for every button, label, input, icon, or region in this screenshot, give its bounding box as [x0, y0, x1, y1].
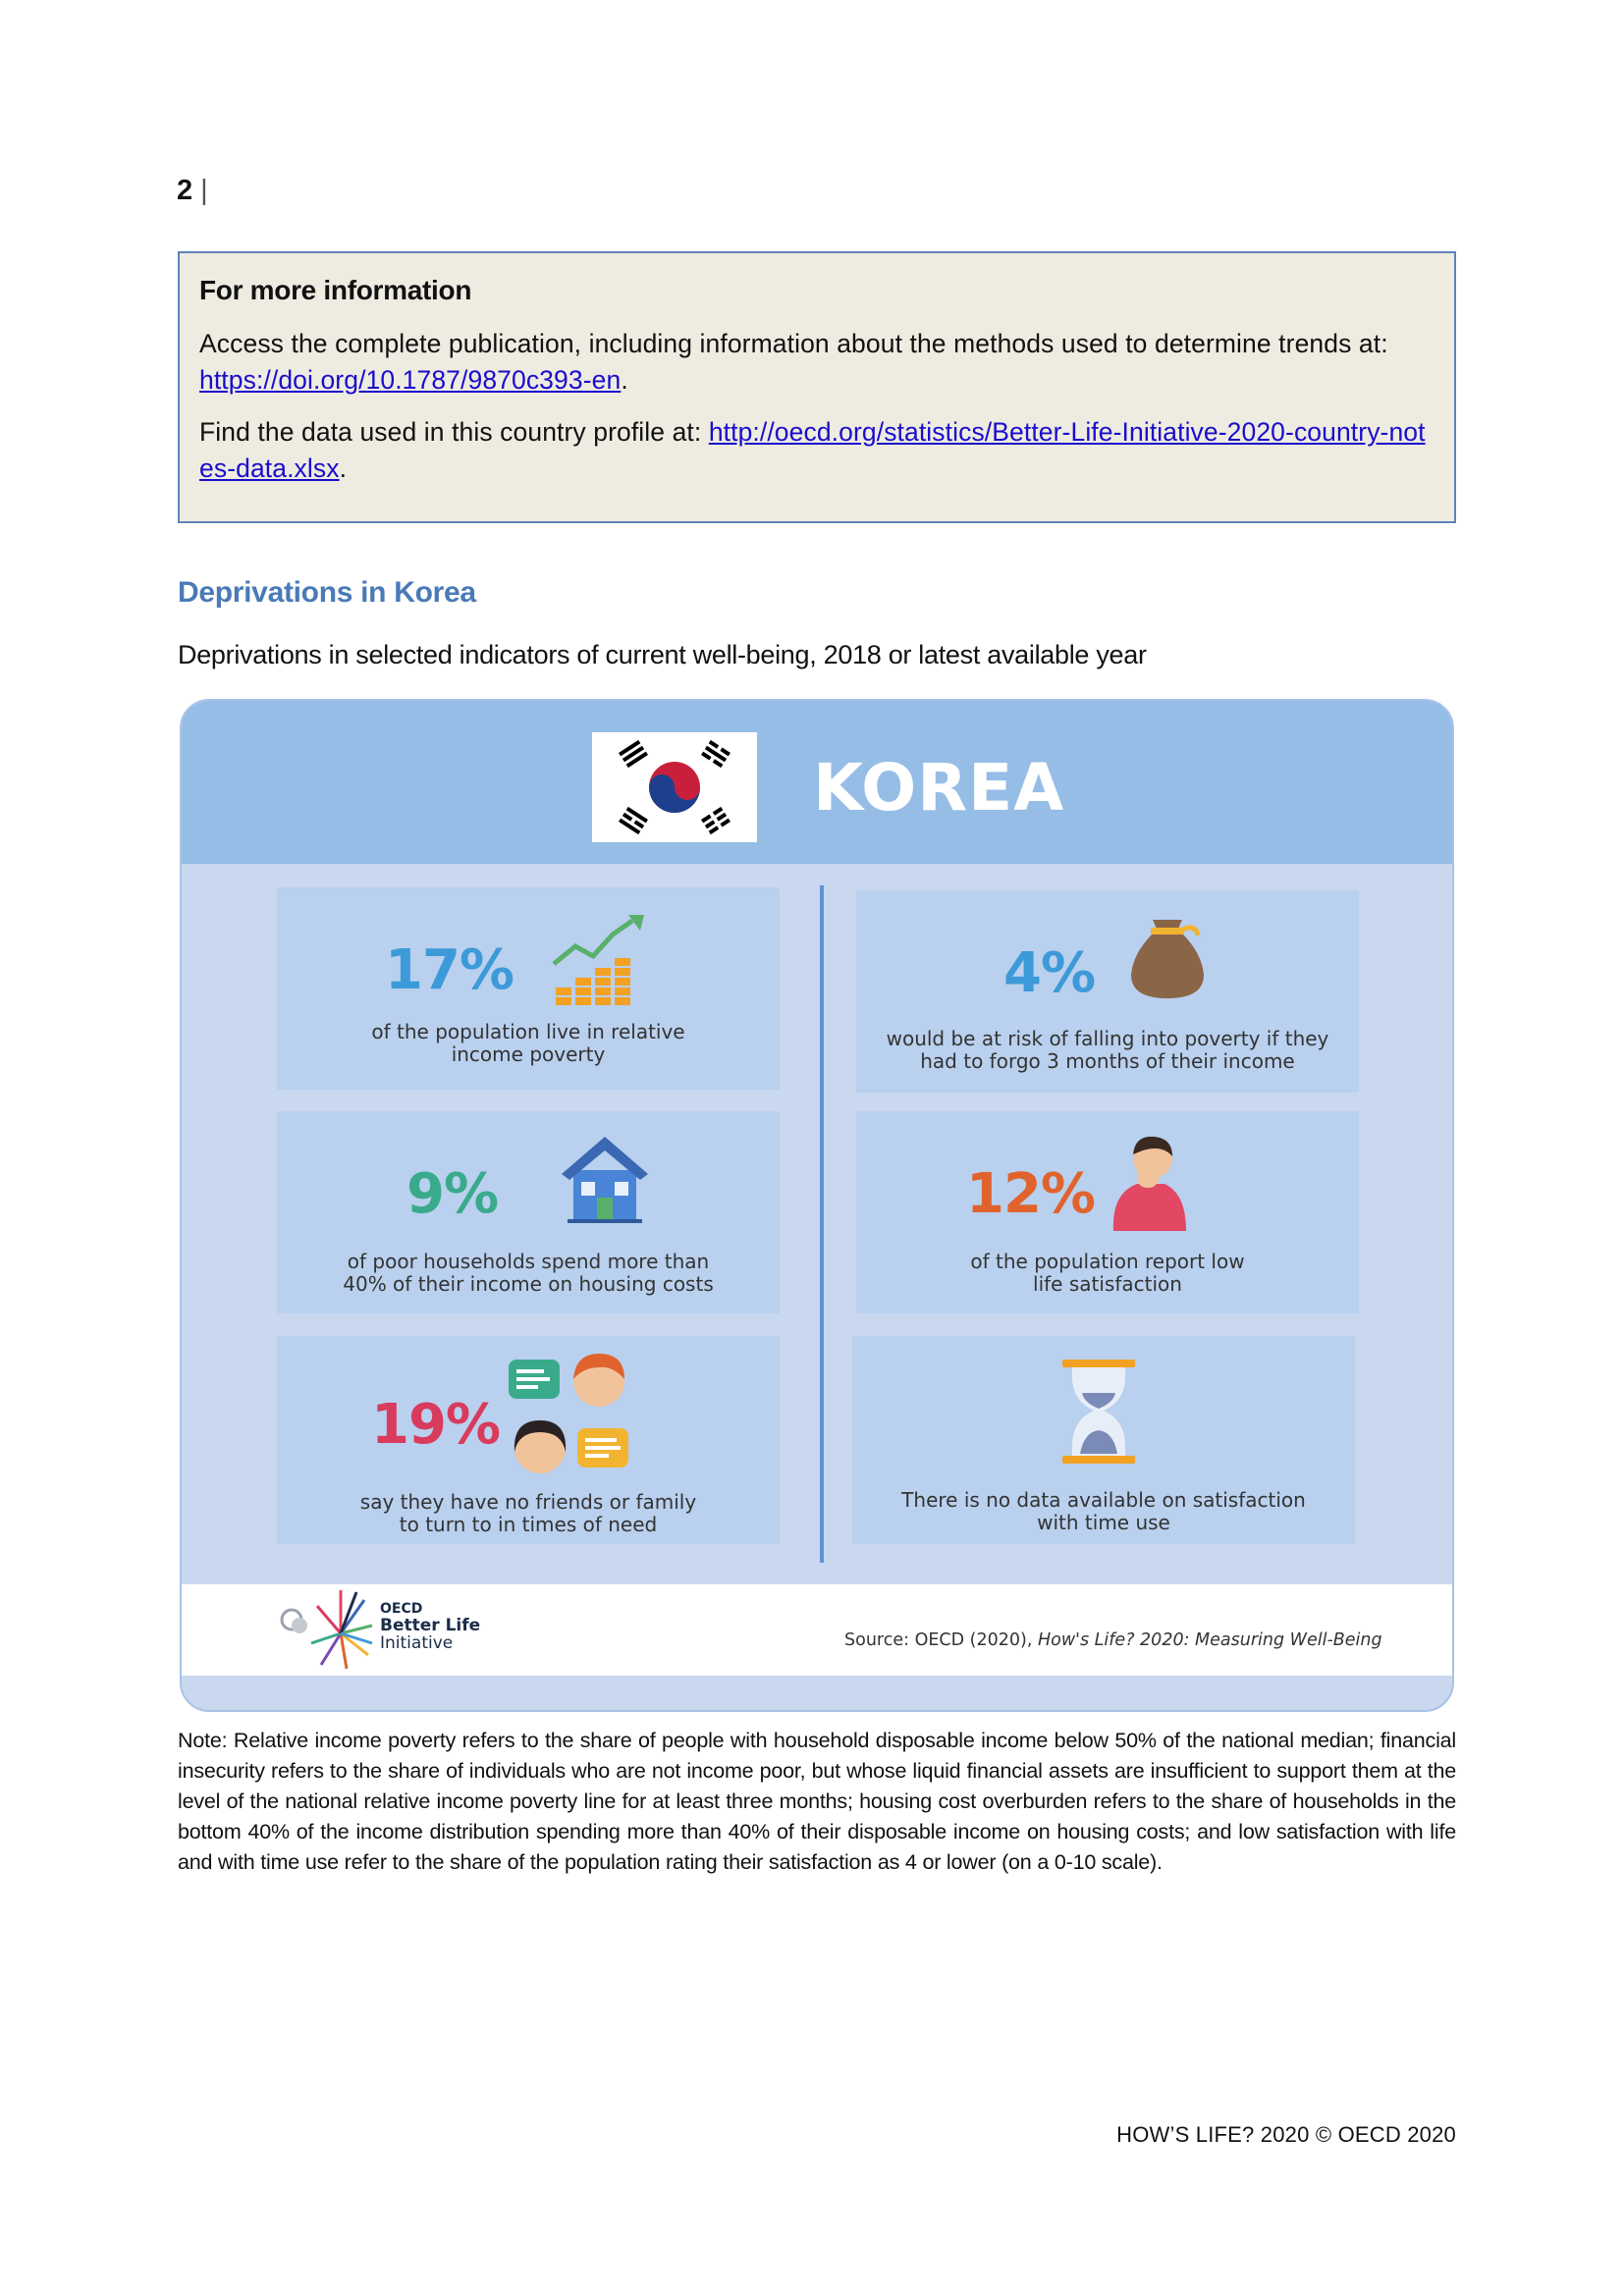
- card-income-poverty: [277, 887, 780, 1090]
- more-info-text-2: Find the data used in this country profile at:: [199, 417, 709, 447]
- section-title: Deprivations in Korea: [178, 576, 476, 609]
- sad-person-icon: [1108, 1129, 1190, 1231]
- oecd-better-life-logo-icon: [278, 1586, 376, 1671]
- source-title: How's Life? 2020: Measuring Well-Being: [1037, 1630, 1382, 1650]
- card-text-line: say they have no friends or family: [359, 1490, 697, 1514]
- more-info-paragraph-2: [199, 414, 1435, 487]
- page-footer: HOW’S LIFE? 2020 © OECD 2020: [1116, 2122, 1456, 2147]
- card-text-line: life satisfaction: [1033, 1272, 1182, 1296]
- card-social-support: [277, 1336, 780, 1544]
- brand-line: OECD: [380, 1601, 423, 1617]
- page-number-value: 2: [177, 175, 193, 206]
- data-file-link[interactable]: http://oecd.org/statistics/Better-Life-Initiative-2020-country-notes-data.xlsx: [199, 417, 1426, 483]
- card-text-line: of the population live in relative: [371, 1020, 685, 1043]
- page-number-separator: |: [200, 175, 208, 206]
- card-text-line: of the population report low: [970, 1250, 1245, 1273]
- card-value: 19%: [371, 1393, 501, 1457]
- bar-chart-coins-icon: [550, 913, 646, 1005]
- deprivations-infographic: [180, 699, 1454, 1712]
- publication-link[interactable]: https://doi.org/10.1787/9870c393-en: [199, 365, 622, 395]
- card-value: 4%: [1003, 941, 1096, 1005]
- better-life-brand: [380, 1602, 480, 1652]
- chat-people-icon: [505, 1350, 632, 1481]
- infographic-header: [182, 701, 1452, 864]
- card-time-use: [852, 1336, 1355, 1544]
- hourglass-icon: [1058, 1358, 1139, 1466]
- figure-caption: Deprivations in selected indicators of current well-being, 2018 or latest available year: [178, 640, 1147, 669]
- card-text-line: There is no data available on satisfaction: [901, 1488, 1306, 1512]
- more-info-paragraph-1: [199, 326, 1435, 399]
- card-text-line: would be at risk of falling into poverty if they: [886, 1027, 1329, 1050]
- more-info-text-1: Access the complete publication, including information about the methods used to determine trends at:: [199, 329, 1388, 358]
- card-life-satisfaction: [856, 1111, 1359, 1313]
- more-info-box: [178, 251, 1456, 523]
- brand-line: Better Life: [380, 1616, 481, 1635]
- card-description: [856, 1251, 1359, 1296]
- figure-note: Note: Relative income poverty refers to the share of people with household disposable income below 50% of the national median; financial insecurity refers to the share of individuals who are not income poor, but whose liquid financial assets are insufficient to support them at the level of the national relative income poverty line for at least three months; housing cost overburden refers to the share of households in the bottom 40% of the income distribution spending more than 40% of their disposable income on housing costs; and low satisfaction with life and with time use refer to the share of the population rating their satisfaction as 4 or lower (on a 0-10 scale).: [178, 1729, 1456, 1874]
- house-icon: [562, 1135, 648, 1223]
- card-text-line: to turn to in times of need: [399, 1513, 658, 1536]
- card-description: [277, 1491, 780, 1536]
- card-text-line: income poverty: [451, 1042, 606, 1066]
- more-info-title: For more information: [199, 275, 472, 305]
- infographic-source: [844, 1630, 1382, 1650]
- card-description: [277, 1021, 780, 1066]
- korea-flag-icon: [592, 732, 757, 842]
- card-text-line: of poor households spend more than: [347, 1250, 710, 1273]
- card-text-line: 40% of their income on housing costs: [343, 1272, 714, 1296]
- card-description: [852, 1489, 1355, 1534]
- card-description: [277, 1251, 780, 1296]
- money-bag-icon: [1123, 912, 1212, 1002]
- card-financial-insecurity: [856, 890, 1359, 1093]
- country-name: KOREA: [813, 750, 1065, 826]
- brand-line: Initiative: [380, 1633, 454, 1653]
- more-info-end-1: .: [621, 365, 628, 395]
- column-divider: [820, 885, 824, 1563]
- card-text-line: with time use: [1037, 1511, 1170, 1534]
- source-prefix: Source: OECD (2020),: [844, 1630, 1038, 1650]
- card-description: [856, 1028, 1359, 1073]
- infographic-footer: [182, 1584, 1452, 1676]
- card-value: 9%: [406, 1162, 499, 1226]
- card-value: 17%: [385, 938, 514, 1002]
- card-text-line: had to forgo 3 months of their income: [920, 1049, 1295, 1073]
- card-value: 12%: [966, 1162, 1096, 1226]
- page-number: [177, 175, 208, 207]
- card-housing-costs: [277, 1111, 780, 1313]
- more-info-end-2: .: [339, 454, 348, 483]
